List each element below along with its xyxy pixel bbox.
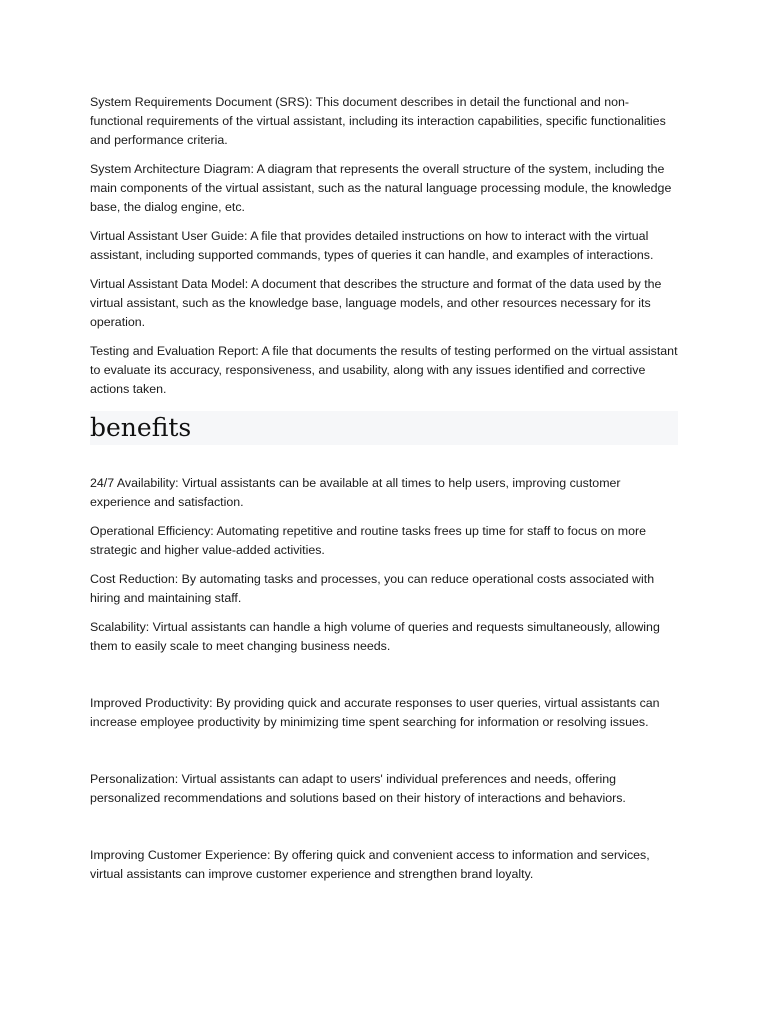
paragraph-testing-report: Testing and Evaluation Report: A file that documents the results of testing performed on the virtual assistant to evaluate its accuracy, responsiveness, and usability, along with any issues identified and corrective actions taken. (90, 344, 678, 396)
paragraph-data-model: Virtual Assistant Data Model: A document that describes the structure and format of the data used by the virtual assistant, such as the knowledge base, language models, and other resources necessary for its operation. (90, 277, 662, 329)
benefit-availability: 24/7 Availability: Virtual assistants can be available at all times to help users, improving customer experience and satisfaction. (90, 476, 621, 509)
benefit-customer-experience: Improving Customer Experience: By offering quick and convenient access to information and services, virtual assistants can improve customer experience and strengthen brand loyalty. (90, 848, 650, 881)
document-body (90, 93, 678, 894)
benefits-heading-band (90, 411, 678, 445)
paragraph-srs: System Requirements Document (SRS): This document describes in detail the functional and non-functional requirements of the virtual assistant, including its interaction capabilities, specific functionalities and performance criteria. (90, 95, 666, 147)
paragraph-user-guide: Virtual Assistant User Guide: A file that provides detailed instructions on how to interact with the virtual assistant, including supported commands, types of queries it can handle, and examples of interactions. (90, 229, 654, 262)
benefit-operational-efficiency: Operational Efficiency: Automating repetitive and routine tasks frees up time for staff to focus on more strategic and higher value-added activities. (90, 524, 647, 557)
benefit-improved-productivity: Improved Productivity: By providing quick and accurate responses to user queries, virtual assistants can increase employee productivity by minimizing time spent searching for information or resolving issues. (90, 696, 660, 729)
paragraph-architecture-diagram: System Architecture Diagram: A diagram that represents the overall structure of the system, including the main components of the virtual assistant, such as the natural language processing module, the knowledge base, the dialog engine, etc. (90, 162, 672, 214)
benefit-scalability: Scalability: Virtual assistants can handle a high volume of queries and requests simultaneously, allowing them to easily scale to meet changing business needs. (90, 620, 660, 653)
benefit-cost-reduction: Cost Reduction: By automating tasks and processes, you can reduce operational costs associated with hiring and maintaining staff. (90, 572, 655, 605)
benefits-heading: benefits (90, 413, 192, 442)
benefit-personalization: Personalization: Virtual assistants can adapt to users' individual preferences and needs, offering personalized recommendations and solutions based on their history of interactions and behaviors. (90, 772, 626, 805)
